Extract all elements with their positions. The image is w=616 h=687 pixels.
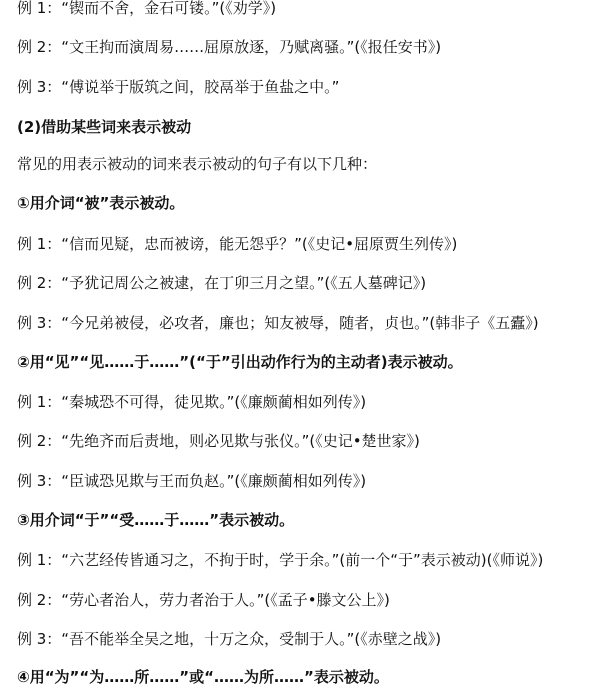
example-line: 例 2：“先绝齐而后责地，则必见欺与张仪。”(《史记•楚世家》) bbox=[17, 432, 420, 450]
body-paragraph: 常见的用表示被动的词来表示被动的句子有以下几种： bbox=[17, 155, 378, 173]
subsection-heading: ④用“为”“为……所……”或“……为所……”表示被动。 bbox=[17, 668, 389, 686]
section-heading: (2)借助某些词来表示被动 bbox=[17, 118, 192, 136]
example-line: 例 2：“予犹记周公之被逮，在丁卯三月之望。”(《五人墓碑记》) bbox=[17, 274, 427, 292]
example-line: 例 1：“六艺经传皆通习之，不拘于时，学于余。”(前一个“于”表示被动)(《师说》) bbox=[17, 551, 544, 569]
example-line: 例 3：“今兄弟被侵，必攻者，廉也；知友被辱，随者，贞也。”(韩非子《五蠹》) bbox=[17, 314, 539, 332]
example-line: 例 3：“傅说举于版筑之间，胶鬲举于鱼盐之中。” bbox=[17, 78, 340, 96]
example-line: 例 3：“臣诚恐见欺与王而负赵。”(《廉颇蔺相如列传》) bbox=[17, 472, 367, 490]
example-line: 例 1：“秦城恐不可得，徒见欺。”(《廉颇蔺相如列传》) bbox=[17, 393, 367, 411]
example-line: 例 3：“吾不能举全吴之地，十万之众，受制于人。”(《赤壁之战》) bbox=[17, 630, 442, 648]
example-line: 例 1：“锲而不舍，金石可镂。”(《劝学》) bbox=[17, 0, 277, 17]
subsection-heading: ②用“见”“见……于……”(“于”引出动作行为的主动者)表示被动。 bbox=[17, 353, 463, 371]
example-line: 例 2：“文王拘而演周易……屈原放逐，乃赋离骚。”(《报任安书》) bbox=[17, 38, 442, 56]
subsection-heading: ③用介词“于”“受……于……”表示被动。 bbox=[17, 511, 295, 529]
example-line: 例 1：“信而见疑，忠而被谤，能无怨乎？”(《史记•屈原贾生列传》) bbox=[17, 235, 458, 253]
example-line: 例 2：“劳心者治人，劳力者治于人。”(《孟子•滕文公上》) bbox=[17, 591, 390, 609]
subsection-heading: ①用介词“被”表示被动。 bbox=[17, 194, 185, 212]
